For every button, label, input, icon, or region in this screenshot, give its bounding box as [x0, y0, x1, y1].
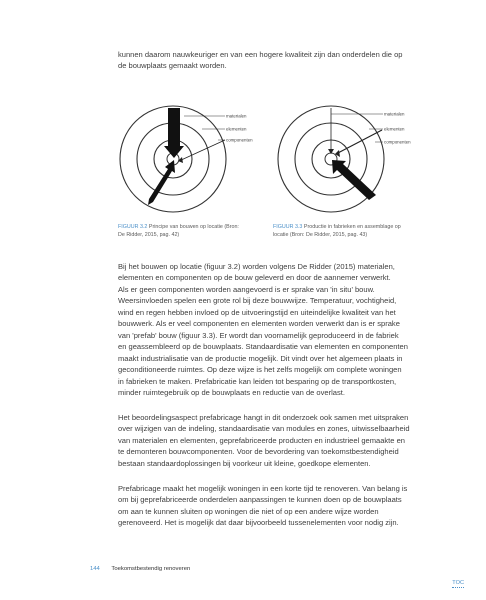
figures-row	[118, 100, 428, 218]
body-paragraph-3	[118, 483, 423, 529]
text-line: minder ruimtegebruik op de bouwplaats en reductie van de overlast.	[118, 387, 345, 397]
text-line: over wijzigen van de indeling, standaardisatie van modules en zones, uitwisselbaarheid	[118, 424, 410, 434]
text-line: van 'prefab' bouw (figuur 3.3). Er wordt dan voornamelijk geproduceerd in de fabriek	[118, 330, 399, 340]
elements-arrow	[148, 160, 175, 205]
text-line: bouwwerk. Als er veel componenten en elementen worden verwerkt dan is er sprake	[118, 319, 400, 329]
text-line: Als er geen componenten worden aangevoerd is er sprake van 'in situ' bouw.	[118, 284, 375, 294]
caption-line	[273, 223, 423, 231]
text-line: Bij het bouwen op locatie (figuur 3.2) worden volgens De Ridder (2015) materialen,	[118, 262, 395, 271]
page-number: 144	[90, 566, 100, 572]
text-line: in fabrieken te maken. Prefabricatie kan leiden tot besparing op de transportkosten,	[118, 376, 397, 386]
body-paragraph-2	[118, 412, 423, 469]
body-paragraph-1	[118, 261, 423, 398]
text-line: kunnen daarom nauwkeuriger en van een hogere kwaliteit zijn dan onderdelen die op	[118, 50, 403, 59]
materials-arrow	[164, 108, 184, 158]
label-materialen: materialen	[226, 113, 247, 119]
text-line: te demonteren bouwcomponenten. Voor de bevordering van toekomstbestendigheid	[118, 447, 399, 457]
text-line: om bij geprefabriceerde onderdelen aanpassingen te kunnen doen op de bouwplaats	[118, 495, 402, 505]
figure-3-2-caption	[118, 223, 268, 240]
figure-3-2-diagram	[118, 100, 268, 218]
text-line: maakt industrialisatie van de productie mogelijk. Dit vindt over het algemeen plaats in	[118, 353, 403, 363]
text-line: geconditioneerde ruimtes. Op deze wijze is het zelfs mogelijk om complete woningen	[118, 365, 402, 375]
text-line: van materialen en elementen, geprefabriceerde producten en industrieel gemaakte en	[118, 435, 405, 445]
caption-line: De Ridder, 2015, pag. 42)	[118, 232, 180, 239]
text-line: om aan te kunnen sluiten op woningen die niet of op een andere wijze worden	[118, 506, 379, 516]
caption-text: Principe van bouwen op locatie (Bron:	[148, 224, 239, 230]
figure-3-3-diagram	[273, 100, 423, 218]
page-footer	[90, 566, 190, 572]
toc-link[interactable]: TOC	[452, 580, 464, 586]
text-line: Prefabricage maakt het mogelijk woningen in een korte tijd te renoveren. Van belang is	[118, 484, 408, 493]
text-line: elementen en componenten op de bouw geleverd en door de aannemer verwerkt.	[118, 273, 391, 283]
caption-label: FIGUUR 3.3	[273, 224, 303, 230]
figure-3-2	[118, 100, 268, 218]
footer-title: Toekomstbestendig renoveren	[111, 566, 191, 572]
label-componenten: componenten	[226, 137, 253, 143]
figure-3-3-caption	[273, 223, 423, 240]
label-elementen: elementen	[384, 126, 405, 132]
text-line: en geassembleerd op de bouwplaats. Standaardisatie van elementen en componenten	[118, 342, 408, 352]
caption-line	[118, 223, 268, 231]
label-elementen: elementen	[226, 126, 247, 132]
text-line: bestaan standaardoplossingen bij voorkeur uit kleine, goedkope elementen.	[118, 458, 371, 468]
label-componenten: componenten	[384, 139, 411, 145]
caption-line: locatie (Bron: De Ridder, 2015, pag. 43)	[273, 232, 368, 239]
caption-text: Productie in fabrieken en assemblage op	[303, 224, 401, 230]
text-line: wind en regen hebben invloed op de uitvoeringstijd en uiteindelijke kwaliteit van het	[118, 307, 396, 317]
text-line: gerenoveerd. Het is mogelijk dat daar bijvoorbeeld tussenelementen voor nodig zijn.	[118, 518, 399, 528]
label-materialen: materialen	[384, 111, 405, 117]
intro-paragraph	[118, 49, 423, 72]
components-arrow	[179, 140, 225, 161]
text-line: Het beoordelingsaspect prefabricage hangt in dit onderzoek ook samen met uitspraken	[118, 413, 409, 422]
caption-label: FIGUUR 3.2	[118, 224, 148, 230]
text-line: Weersinvloeden spelen een grote rol bij deze bouwwijze. Temperatuur, vochtigheid,	[118, 296, 397, 306]
text-line: de bouwplaats gemaakt worden.	[118, 61, 227, 71]
figure-3-3	[273, 100, 423, 218]
